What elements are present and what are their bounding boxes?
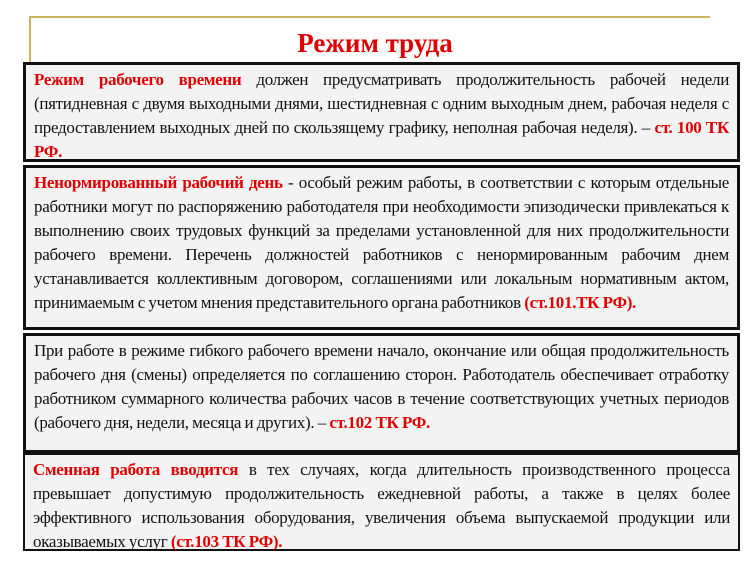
- block-reference: (ст.101.ТК РФ).: [524, 293, 637, 312]
- block-working-time: [23, 62, 740, 162]
- block-lead: Режим рабочего времени: [34, 70, 242, 89]
- block-flexible-time: [23, 333, 740, 453]
- block-text: в тех случаях, когда длительность производственного процесса превышает допустимую продолжительность ежедневной работы, а также в целях более эффективного использования оборудования, увеличения объема выпускаемой продукции или оказываемых услуг: [33, 460, 730, 551]
- block-text: должен предусматривать продолжительность рабочей недели (пятидневная с двумя выходными днями, шестидневная с одним выходным днем, рабочая неделя с предоставлением выходных дней по скользящему графику, неполная рабочая неделя). –: [34, 70, 729, 137]
- decorative-top-line: [30, 16, 710, 18]
- block-reference: (ст.103 ТК РФ).: [170, 532, 283, 551]
- block-lead: Ненормированный рабочий день: [34, 173, 283, 192]
- block-text: При работе в режиме гибкого рабочего времени начало, окончание или общая продолжительность рабочего дня (смены) определяется по соглашению сторон. Работодатель обеспечивает отработку работником суммарного количества рабочих часов в течение соответствующих учетных периодов (рабочего дня, недели, месяца и других). –: [34, 341, 729, 432]
- block-irregular-day: [23, 165, 740, 330]
- block-reference: ст.102 ТК РФ.: [329, 413, 431, 432]
- block-shift-work: [23, 453, 740, 551]
- block-reference: ст. 100 ТК РФ.: [34, 118, 729, 161]
- block-lead: Сменная работа вводится: [33, 460, 239, 479]
- slide-title: Режим труда: [297, 28, 453, 58]
- block-text: - особый режим работы, в соответствии с которым отдельные работники могут по распоряжению работодателя при необходимости эпизодически привлекаться к выполнению своих трудовых функций за пределами установленной для них продолжительности рабочего времени. Перечень должностей работников с ненормированным рабочим днем устанавливается коллективным договором, соглашениями или локальным нормативным актом, принимаемым с учетом мнения представительного органа работников: [34, 173, 729, 312]
